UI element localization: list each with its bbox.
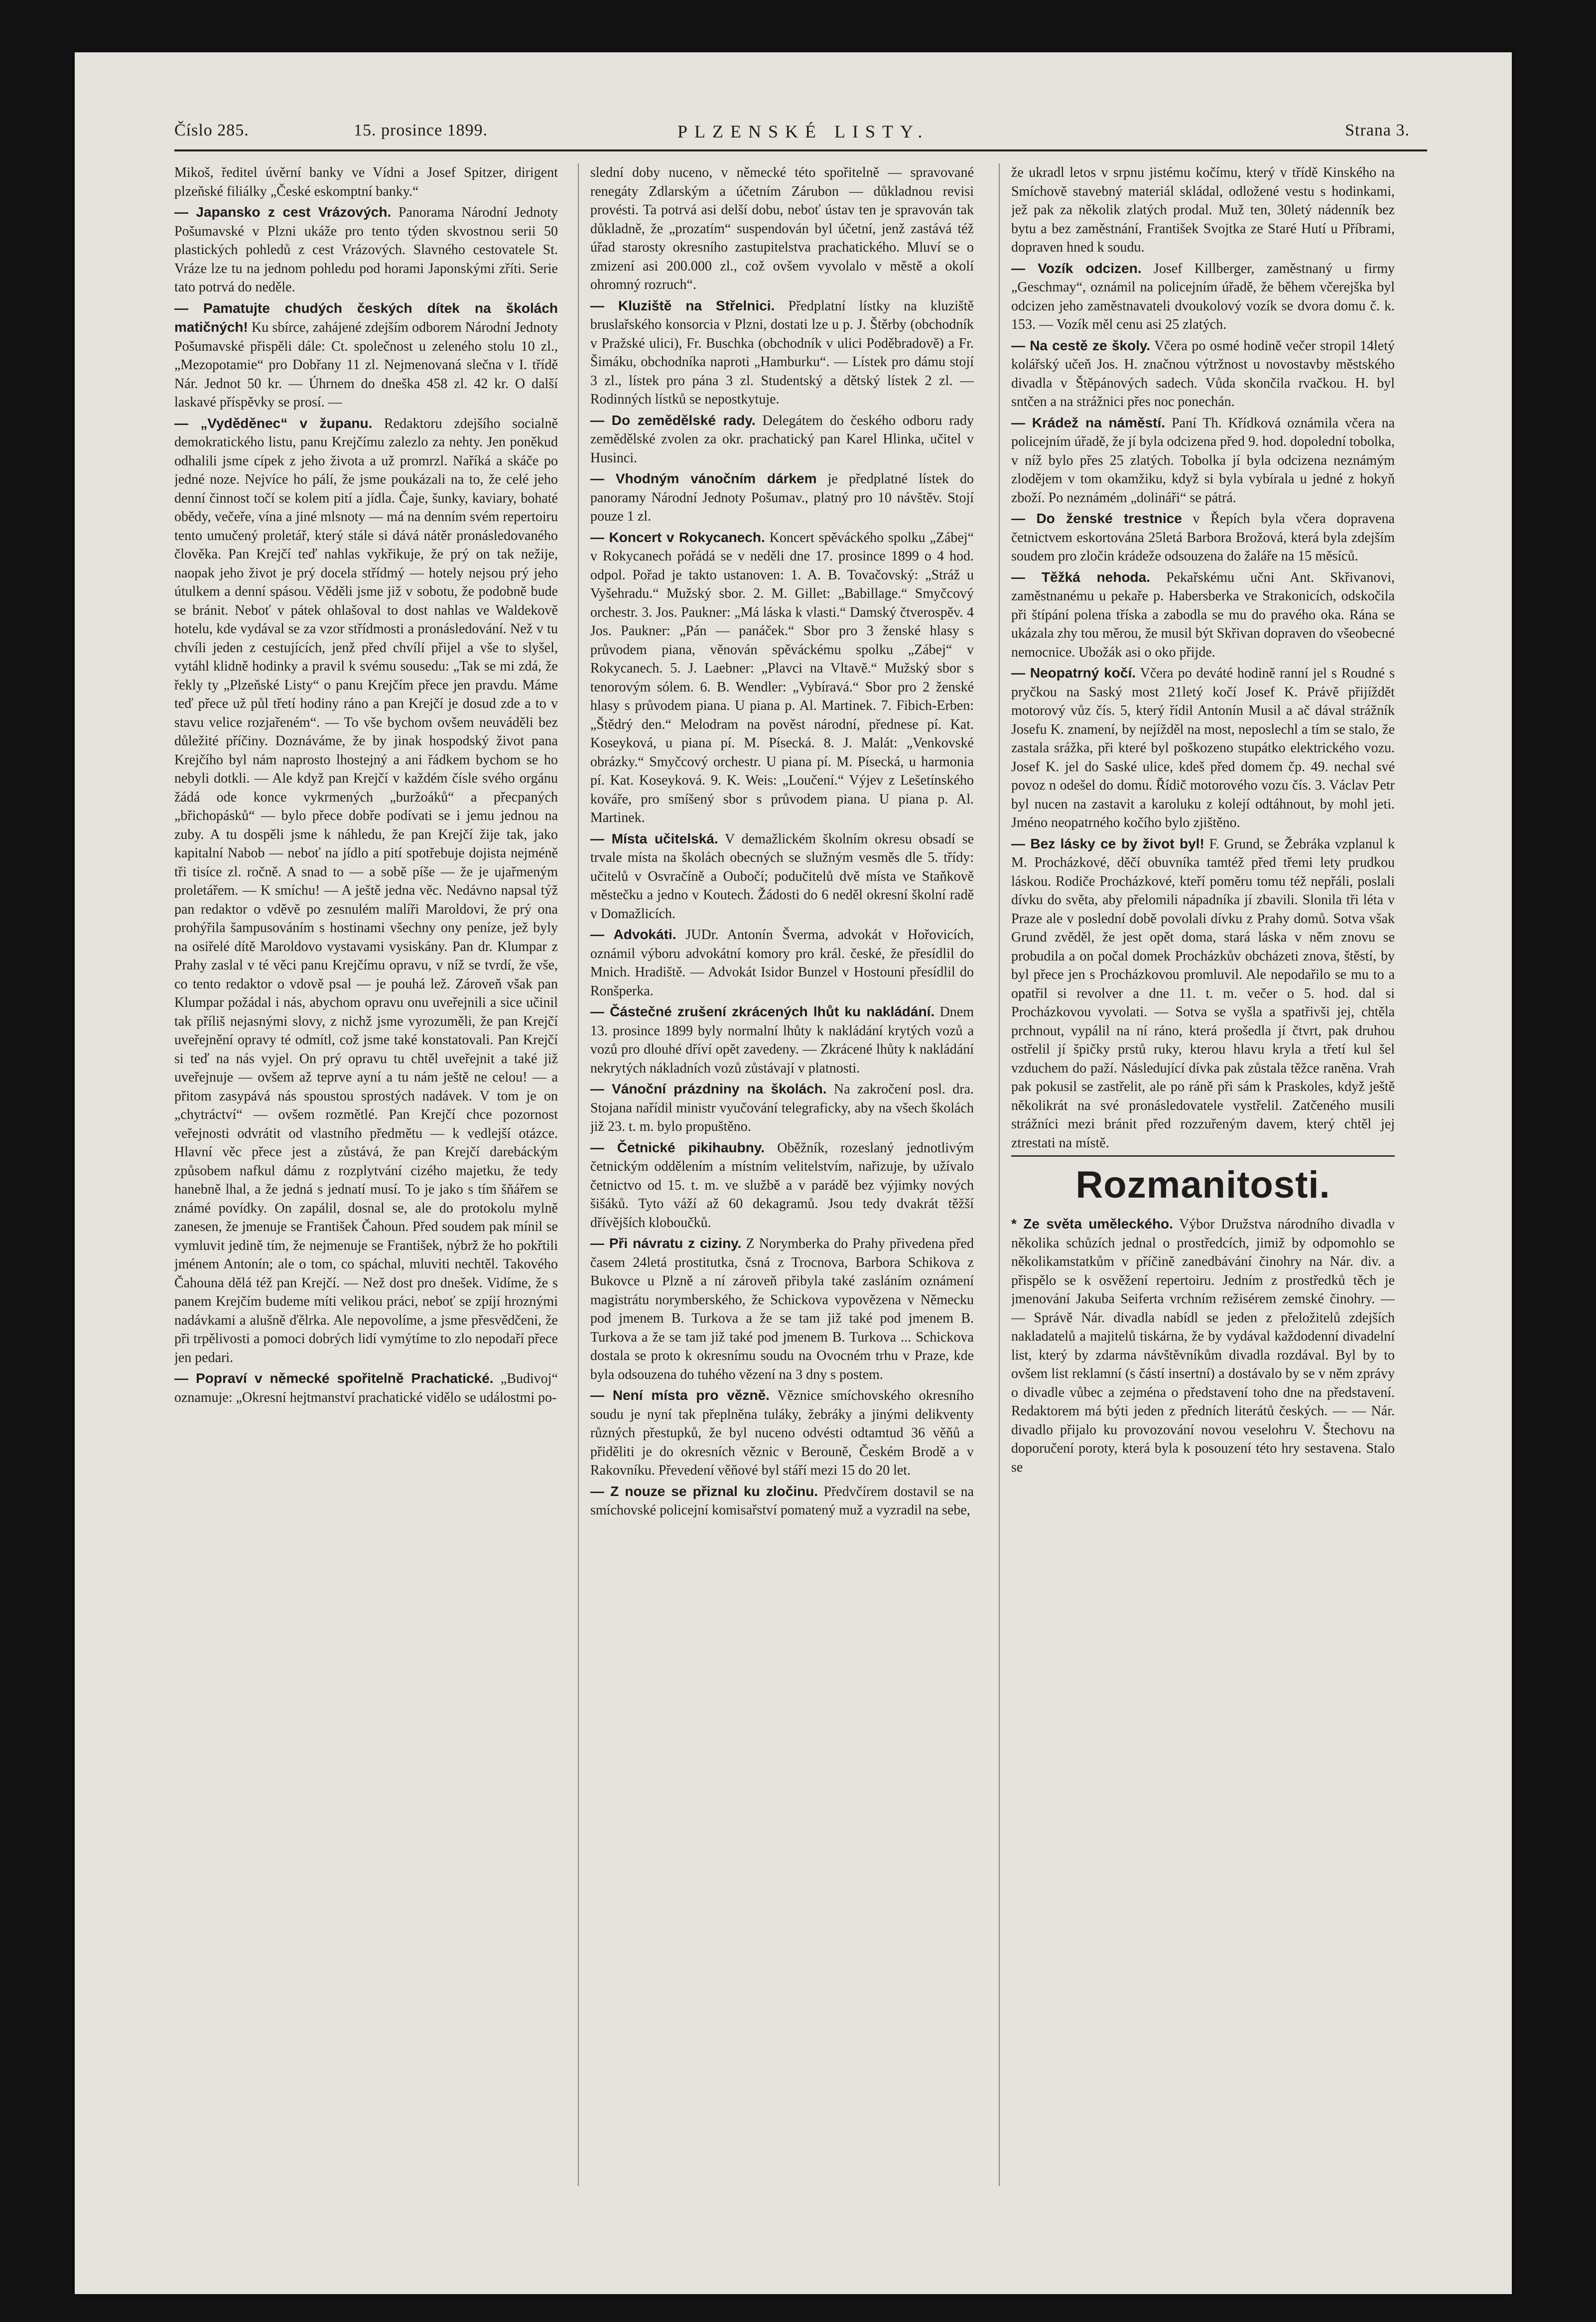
article-body: „Budivoj“ oznamuje: „Okresní hejtmanství prachatické vidělo se událostmi po- [174,1371,558,1405]
article-headline: — Částečné zrušení zkrácených lhůt ku nakládání. [590,1004,935,1019]
article-body: Delegátem do českého odboru rady zemědělské zvolen za okr. prachatický pan Karel Hlinka, učitel v Husinci. [590,412,974,466]
article-headline: — Těžká nehoda. [1011,569,1151,585]
article-headline: — Japansko z cest Vrázových. [174,204,392,220]
article-body: Josef Killberger, zaměstnaný u firmy „Geschmay“, oznámil na policejním úřadě, že během včerejška byl odcizen jeho zaměstnavateli dvoukolový vozík se dvora domu č. k. 153. — Vozík měl cenu asi 25 zlatých. [1011,261,1395,332]
article [590,1138,974,1232]
article-headline: — Neopatrný kočí. [1011,665,1136,681]
article-body: v Řepích byla včera dopravena četnictvem eskortována 25letá Barbora Brožová, která byla zdejším soudem pro zločin krádeže odsouzena do žaláře na 15 měsíců. [1011,511,1395,564]
article-headline: — Kluziště na Střelnici. [590,297,775,313]
article [1011,163,1395,257]
article-body: Předplatní lístky na kluziště bruslařského konsorcia v Plzni, dostati lze u p. J. Štěrby (obchodník v Pražské ulici), Fr. Buschka (obchodník v ulici Poděbradově) a Fr. Šimáku, obchodníka naproti „Hamburku“. — Lístek pro dámu stojí 3 zl., lístek pro pána 3 zl. Studentský a dětský lístek 2 zl. — Rodinných lístků se nepostkytuje. [590,298,974,407]
article-body: Na zakročení posl. dra. Stojana nařídil ministr vyučování telegraficky, aby na všech školách již 23. t. m. bylo propuštěno. [590,1082,974,1134]
article-headline: — Vhodným vánočním dárkem [590,471,817,486]
article [174,299,558,412]
article [590,829,974,924]
article [590,1234,974,1384]
article [590,925,974,1000]
article-body: Věznice smíchovského okresního soudu je nyní tak přeplněna tuláky, žebráky a jinými delikventy různých přestupků, že byl nuceno odvésti odtamtud 36 věňů a přiděliti je do okresních věznic v Berouně, Českém Brodě a v Rakovníku. Převedení věňové byl stáří mezi 15 do 20 let. [590,1388,974,1478]
article-headline: — Na cestě ze školy. [1011,337,1151,353]
article-headline: — Z nouze se přiznal ku zločinu. [590,1483,818,1499]
issue-date: 15. prosince 1899. [354,121,488,139]
article-headline: — Při návratu z ciziny. [590,1235,742,1251]
article [1011,664,1395,832]
article-body: Včera po deváté hodině ranní jel s Roudné s pryčkou na Saský most 21letý kočí Josef K. Právě přijíždět motorový vůz čís. 5, který řídil Antonín Musil a ač dával strážník Josefu K. znamení, by nejížděl na most, neposlechl a tím se stalo, že zastala srážka, při které byl poškozeno stupátko elektrického vozu. Josef K. jel do Saské ulice, kdeš před domem čp. 49. nechal své povoz n odešel do domu. Řídič motorového vozu čís. 3. Václav Petr byl nucen na zastavit a karoluku z kolejí odtáhnout, by mohl jeti. Jméno neopatrného kočího bylo zjištěno. [1011,666,1395,830]
article-body: Oběžník, rozeslaný jednotlivým četnickým oddělením a místním velitelstvím, nařizuje, by užívalo četnictvo od 15. t. m. ve službě a v parádě bez výjimky nových šišáků. Tyto váží až 60 dekagramů. Jsou tedy dvakrát těžší dřívějších kloboučků. [590,1140,974,1230]
article-body: V demažlickém školním okresu obsadí se trvale místa na školách obecných se služným vesměs dle 5. třídy: učitelů v Osvračíně a Oubočí; podučitelů dvě místa ve Staňkově městečku a jedno v Koutech. Žádosti do 6 neděl okresní školní radě v Domažlicích. [590,831,974,922]
column-1 [174,163,558,2186]
article-headline: * Ze světa uměleckého. [1011,1216,1173,1231]
article-body: F. Grund, se Žebráka vzplanul k M. Procházkové, děčí obuvníka tamtéž před třemi lety prudkou láskou. Rodiče Procházkové, kteří poměru tomu též nepřáli, poslali dívku do světa, aby přelomili nápadníka jí zbavili. Slonila tři léta v Praze ale v poslední době povolali dívku z Prahy domů. Sotva však Grund zvěděl, že jest opět doma, stará láska v něm znovu se probudila a on počal domek Procházkův obcházeti znova, štěstí, by byl přece jen s Procházkovou promluvil. Ale nepodařilo se mu to a opatřil si revolver a dne 11. t. m. večer o 5. hod. dal si Procházkovou vyvolati. — Sotva se vyšla a spatřivši jej, chtěla prchnout, vypálil na ní ráno, která prošedla jí čtvrt, pak druhou ostřelil jí špičky prstů ruky, kterou hlavu kryla a třetí kul šel vzduchem do paží. Následující dívka pak zůstala těžce raněna. Vrah pak pokusil se zastřelit, ale po ráně při sám k Praskoles, když ještě několikrát na své pronásledovatele vystřelil. Zatčeného musili strážníci mezi bránit před rozzuřeným davem, který chtěl jej ztrestati na místě. [1011,836,1395,1151]
article-body: Předvčírem dostavil se na smíchovské policejní komisařství pomatený muž a vyzradil na sebe, [590,1484,974,1518]
article-headline: — Krádež na náměstí. [1011,414,1166,430]
article-headline: — „Vyděděnec“ v županu. [174,415,373,431]
article-body: Koncert spěváckého spolku „Zábej“ v Rokycanech pořádá se v neděli dne 17. prosince 1899 o 4 hod. odpol. Pořad je takto ustanoven: 1. A. B. Tovačovský: „Stráž u Vyšehradu.“ Mužský sbor. 2. M. Gillet: „Babillage.“ Smyčcový orchestr. 3. Jos. Paukner: „Má láska k vlasti.“ Damský čtverospěv. 4 Jos. Paukner: „Pán — panáček.“ Sbor pro 3 ženské hlasy s průvodem piana, věnován spěváckému spolku „Zábej“ v Rokycanech. 5. J. Laebner: „Plavci na Vltavě.“ Mužský sbor s tenorovým sólem. 6. B. Wendler: „Vybíravá.“ Sbor pro 2 ženské hlasy s průvodem piana. U piana p. Al. Martinek. 7. Fibich-Erben: „Štědrý den.“ Melodram na pověst národní, přednese pí. Kat. Koseyková, u piana pí. M. Písecká. 8. J. Malát: „Venkovské obrázky.“ Smyčcový orchestr. U piana pí. M. Písecká, u harmonia pí. Kat. Koseyková. 9. K. Weis: „Loučení.“ Výjev z Lešetínského kováře, pro smíšený sbor s průvodem piana. U piana p. Al. Martinek. [590,530,974,825]
issue-number: Číslo 285. [174,121,249,139]
page-header [100,117,1425,152]
article [590,1386,974,1480]
article-headline: — Bez lásky ce by život byl! [1011,835,1204,851]
article-body: Pekařskému učni Ant. Skřivanovi, zaměstnanému u pekaře p. Habersberka ve Strakonicích, odskočila při štípání polena tříska a zabodla se mu do pravého oka. Rána se ukázala zhy tou měrou, že musil být Skřivan dopraven do všeobecné nemocnice. Ubožák asi o oko přijde. [1011,569,1395,660]
article [174,203,558,297]
article-headline: — Vánoční prázdniny na školách. [590,1081,827,1096]
column-divider [578,163,579,2186]
article [174,414,558,1367]
article [590,163,974,294]
article-body: Redaktoru zdejšího socialně demokratického listu, panu Krejčímu zalezlo za nehty. Jen poněkud odhalili jsme cípek z jeho života a už promrzl. Naříká a skáče po jedné noze. Nejvíce ho pálí, že jsme poukázali na to, že celé jeho denní činnost točí se kolem pití a jídla. Čaje, šunky, kaviary, bohaté obědy, večeře, vína a jiné mlsnoty — má na denním svém repertoiru tento umučený proletář, který stále si dává nátěr pronásledovaného člověka. Pan Krejčí teď nahlas vykřikuje, že prý on tak nežije, naopak jeho život je prý docela střídmý — hotely nejsou prý jeho útulkem a denní spásou. Věděli jsme již v sobotu, že podobně bude se bránit. Neboť v pátek ohlašoval to dost nahlas ve Waldekově hotelu, kde vydával se za vzor střídmosti a pronásledování. Než v tu chvíli jeden z cestujících, jenž před chvílí přijel a vše to slyšel, vytáhl klidně hodinky a pravil k svému sousedu: „Tak se mi zdá, že řekly ty „Plzeňské Listy“ o panu Krejčím přece jen pravdu. Máme teď přece už půl třetí hodiny ráno a pan Krejčí je dosud zde a to v stavu velice rozjařeném“. — To vše bychom ovšem neuváděli bez důležité příčiny. Doznáváme, že by jinak hospodský život pana Krejčího byl nám naprosto lhostejný a ani řádkem bychom se ho nebyli dotkli. — Ale když pan Krejčí v každém čísle svého orgánu žádá ode konce vykrmených „buržoáků“ a přecpaných „břichopásků“ — bylo přece dobře podívati se i jemu jednou na zuby. A tu dospěli jsme k náhledu, že pan Krejčí žije tak, jako kapitalní Nabob — neboť na jídlo a pití spotřebuje dojista nejméně tři tisíce zl. ročně. A snad to — a sobě píše — že je ujařmeným proletářem. — K smíchu! — A ještě jedna věc. Nedávno napsal týž pan redaktor o vděvě po zesnulém malíři Maroldovi, že prý ona prohýřila šampusováním s hostinami všechny ony peníze, jež byly na osiřelé dítě Maroldovo vystavami vysiskány. Pan dr. Klumpar z Prahy zaslal v té věci panu Krejčímu opravu, v níž se tvrdí, že vše, co tento redaktor o vdově psal — je pouhá lež. Zároveň však pan Klumpar požádal i nás, abychom opravu onu uveřejnili a sice učinil tak příliš nejasnými slovy, z nichž jsme vyrozuměli, že pan Krejčí uveřejnění opravy té odmítl, což jsme také konstatovali. Pan Krejčí si teď na nás vyjel. On prý opravu tu chtěl uveřejnit a také již uveřejnuje — ovšem až teprve ayní a tu nám ještě ne celou! — a přitom zasypává nás spoustou sprostých nadávek. V tom je on „chytráctví“ — ovšem rozmětlé. Pan Krejčí chce pozornost veřejnosti odvrátit od vlastního předmětu — k vedlejší otázce. Hlavní věc přece jest a zůstává, že pan Krejčí darebáckým způsobem nafkul dámu z rozplytvání cizého majetku, že tedy hanebně lhal, a že jedná s jednatí musí. To je jako s tím šňářem se známé povídky. On zapálil, dosnal se, ale do protokolu mylně zanesen, že jmenuje se František Čahoun. Před soudem pak mínil se vymluvit jedině tím, že nejmenuje se František, nýbrž že ho pokřtili jménem Antonín; ale o tom, co spáchal, mluviti nechtěl. Takového Čahouna dělá též pan Krejčí. — Než dost pro dnešek. Vidíme, že s panem Krejčím budeme míti velikou práci, neboť se zpíjí hroznými nadávkami a alušně ďělrka. Ale nepovolíme, a jsme přesvědčeni, že při trpělivosti a pomoci dobrých lidí vymýtíme to zlo nepodaří přece jen pedari. [174,415,558,1366]
article-headline: — Četnické pikihaubny. [590,1139,765,1155]
article [1011,336,1395,411]
article [590,528,974,827]
article [590,411,974,468]
article-headline: — Místa učitelská. [590,830,718,846]
article-headline: — Koncert v Rokycanech. [590,529,765,545]
article [1011,834,1395,1153]
section-rubric: Rozmanitosti. [1075,1164,1330,1206]
article [174,163,558,201]
article [174,1369,558,1407]
article-body: Dnem 13. prosince 1899 byly normalní lhůty k nakládání krytých vozů a vozů pro dlouhé dříví opět zavedeny. — Zkrácené lhůty k nakládání nekrytých nákladních vozů zůstávají v platnosti. [590,1004,974,1076]
article [590,1482,974,1520]
article [590,469,974,526]
article-headline: — Do ženské trestnice [1011,511,1182,526]
article-body: Mikoš, ředitel úvěrní banky ve Vídni a Josef Spitzer, dirigent plzeňské filiálky „České eskomptní banky.“ [174,165,558,199]
page-number: Strana 3. [1345,121,1410,139]
article-body: slední doby nuceno, v německé této spořitelně — spravované renegáty Zdlarským a účetním Zárubon — důkladnou revisi provésti. Ta potrvá asi delší dobu, neboť ústav ten je spravován tak důkladně, že „prozatím“ suspendován byl účetní, jenž zastává též úřad starosty okresního zastupitelstva prachatického. Mluví se o zmizení asi 200.000 zl., což ovšem vyvolalo v městě a okolí ohromný rozruch“. [590,165,974,292]
column-3 [1011,163,1395,2186]
article-body: je předplatné lístek do panoramy Národní Jednoty Pošumav., platný pro 10 návštěv. Stojí pouze 1 zl. [590,471,974,524]
article-body: Ku sbírce, zahájené zdejším odborem Národní Jednoty Pošumavské přispěli dále: Ct. společnost u zeleného stolu 10 zl., „Mezopotamie“ pro Dobřany 11 zl. Nejmenovaná slečna v I. třídě Nár. Jednot 50 kr. — Úhrnem do dneška 458 zl. 42 kr. O další laskavé příspěvky se prosí. — [174,320,558,410]
article-headline: — Advokáti. [590,927,676,942]
article-body: Včera po osmé hodině večer stropil 14letý kolářský učeň Jos. H. značnou výtržnost u novostavby městského divadla v Štěpánových sadech. Vůda skončila rvačkou. H. byl sntčen a na strážnici přes noc ponechán. [1011,338,1395,410]
article-headline: — Vozík odcizen. [1011,260,1142,276]
article [1011,1215,1395,1477]
article [1011,509,1395,566]
article-body: Výbor Družstva národního divadla v několika schůzích jednal o prostředcích, jimiž by odpomohlo se několikamstatkům v příčině zanedbávání činohry na Nár. div. a přispělo se k osvěžení repertoiru. Jedním z prostředků těch je jmenování Jakuba Seiferta vrchním režisérem zemské činohry. — — Správě Nár. divadla nabídl se jeden z přeložitelů zdejších nakladatelů a majitelů tiskárna, že by vydával každodenní divadelní list, který by zdarma návštěvníkům divadla rozdával. Byl by to ovšem list reklamní (s částí insertní) a dostávalo by se v něm zprávy o divadle vůbec a zejména o představení toho dne na představení. Redaktorem má býti jeden z předních literátů českých. — — Nár. divadlo přijalo ku provozování novou veselohru V. Štechovu na doporučení poroty, která byla k posouzení této hry sestavena. Stalo se [1011,1217,1395,1475]
rubric-rule [1011,1155,1395,1157]
article [590,296,974,409]
article-body: Z Norymberka do Prahy přivedena před časem 24letá prostitutka, čsná z Trocnova, Barbora Schikova z Bukovce u Plzně a ní zároveň přibyla také zasláním oznámení magistrátu norymberského, že Schickova vypovězena v Německu pod jmenem B. Turkova a že se tam již také pod jmenem B. Turkova a že se tam již také pod jmenem B. Turkova ... Schickova dostala se proto k okresnímu soudu na Ovocném trhu v Praze, kde byla odsouzena do tuhého vězení na 3 dny s postem. [590,1236,974,1382]
article-body: JUDr. Antonín Šverma, advokát v Hořovicích, oznámil výboru advokátní komory pro král. české, že přesídlil do Mnich. Hradiště. — Advokát Isidor Bunzel v Hostouni přesídlil do Ronšperka. [590,927,974,999]
article [1011,413,1395,508]
newspaper-title: PLZENSKÉ LISTY. [677,122,930,141]
article-headline: — Pamatujte chudých českých dítek na školách matičných! [174,300,558,335]
article [1011,568,1395,662]
article [1011,259,1395,334]
column-2 [590,163,974,2186]
article-headline: — Není místa pro vězně. [590,1387,770,1403]
article-headline: — Do zemědělské rady. [590,412,756,428]
article-headline: — Popraví v německé spořitelně Prachatické. [174,1370,494,1386]
article-body: Panorama Národní Jednoty Pošumavské v Plzni ukáže pro tento týden skvostnou serii 50 plastických pohledů z cest Vrázových. Slavného cestovatele St. Vráze lze tu na jednom pohledu pod horami Japonskými zříti. Serie tato potrvá do neděle. [174,205,558,295]
column-divider [999,163,1000,2186]
article [590,1002,974,1078]
header-rule [174,149,1427,151]
article-body: Paní Th. Křídková oznámila včera na policejním úřadě, že jí byla odcizena před 9. hod. dopolední tobolka, v níž bylo přes 25 zlatých. Tobolka jí byla odcizena neznámým zlodějem v tom okamžiku, když si byla vybírala u jedné z hokyň zboží. Po neznámém „dolináři“ se pátrá. [1011,415,1395,506]
article [590,1080,974,1136]
article-body: že ukradl letos v srpnu jistému kočímu, který v třídě Kinského na Smíchově stavebný materiál skládal, odložené vestu s hodinkami, jež pak za několik zlatých prodal. Muž ten, 30letý nádenník bez bytu a bez zaměstnání, František Svojtka ze Staré Hutí u Příbrami, dopraven hned k soudu. [1011,165,1395,255]
